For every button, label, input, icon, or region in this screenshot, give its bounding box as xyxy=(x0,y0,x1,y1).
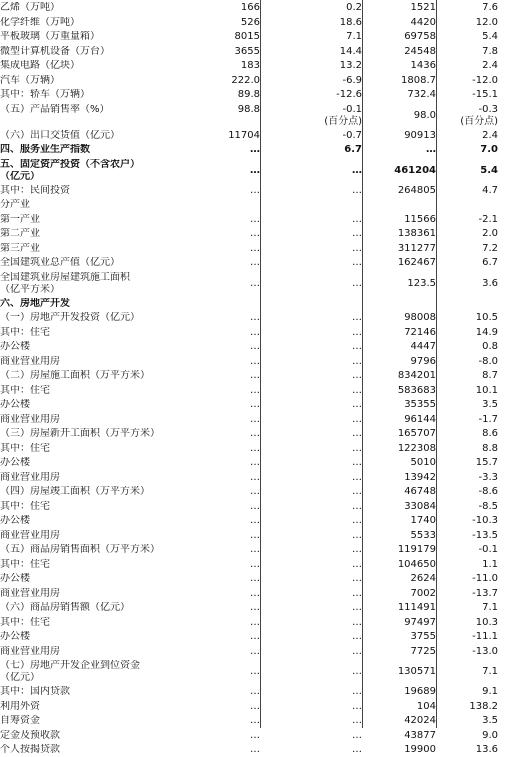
cell-ytd-growth: 12.0 xyxy=(475,16,498,28)
cell-month-growth: … xyxy=(352,228,362,239)
cell-ytd-growth: 7.1 xyxy=(482,666,498,677)
cell-ytd-growth: -12.0 xyxy=(472,74,498,86)
cell-ytd-growth: 138.2 xyxy=(469,700,498,712)
table-row xyxy=(0,701,524,714)
cell-month-growth: … xyxy=(352,700,362,712)
row-label: （四）房屋竣工面积（万平方米） xyxy=(0,486,150,497)
cell-month-value: … xyxy=(250,370,260,381)
cell-unit-note: (百分点) xyxy=(460,115,498,127)
cell-ytd-value: 9796 xyxy=(410,355,436,367)
cell-month-value: … xyxy=(250,602,260,613)
row-label: 化学纤维（万吨） xyxy=(0,16,80,28)
row-label: 办公楼 xyxy=(0,573,30,584)
cell-ytd-value: 111491 xyxy=(397,602,436,613)
cell-month-growth: … xyxy=(352,729,362,741)
cell-ytd-growth: 9.1 xyxy=(482,686,498,697)
table-row xyxy=(0,312,524,325)
cell-ytd-growth: -10.3 xyxy=(472,515,498,526)
table-row xyxy=(0,341,524,354)
row-label: 微型计算机设备（万台） xyxy=(0,45,110,57)
row-label: 第一产业 xyxy=(0,213,40,225)
table-row xyxy=(0,617,524,630)
cell-month-value: … xyxy=(250,573,260,584)
cell-month-growth: … xyxy=(352,544,362,555)
cell-month-value: … xyxy=(250,631,260,642)
cell-ytd-value: 119179 xyxy=(397,544,436,555)
cell-month-growth: … xyxy=(352,529,362,541)
table-row xyxy=(0,385,524,398)
cell-month-growth: … xyxy=(352,370,362,381)
cell-ytd-growth: 7.2 xyxy=(482,242,498,254)
table-row xyxy=(0,17,524,30)
cell-month-value: … xyxy=(250,228,260,239)
cell-ytd-value: … xyxy=(426,144,436,155)
cell-ytd-value: 123.5 xyxy=(407,277,436,289)
cell-month-value: 3655 xyxy=(234,45,260,57)
table-row xyxy=(0,298,524,311)
table-row xyxy=(0,214,524,227)
cell-ytd-growth: 2.4 xyxy=(482,60,498,71)
cell-month-growth: … xyxy=(352,399,362,410)
cell-month-growth: … xyxy=(352,384,362,396)
cell-ytd-growth: 7.8 xyxy=(482,45,498,57)
table-row xyxy=(0,686,524,699)
cell-ytd-value: 4420 xyxy=(410,16,436,28)
cell-ytd-value: 13942 xyxy=(404,471,436,483)
cell-month-value: … xyxy=(250,529,260,541)
cell-month-value: … xyxy=(250,184,260,196)
cell-month-growth: 6.7 xyxy=(344,144,362,155)
cell-month-growth: … xyxy=(352,558,362,570)
cell-ytd-growth: 15.7 xyxy=(475,457,498,468)
cell-month-growth: … xyxy=(352,515,362,526)
row-label: 利用外资 xyxy=(0,700,40,712)
cell-month-growth: … xyxy=(352,486,362,497)
cell-month-value: … xyxy=(250,413,260,425)
row-label: 六、房地产开发 xyxy=(0,297,70,309)
cell-month-growth: … xyxy=(352,573,362,584)
cell-month-growth: … xyxy=(352,616,362,628)
cell-ytd-growth: 10.5 xyxy=(475,312,498,323)
table-row xyxy=(0,501,524,514)
cell-ytd-value: 1808.7 xyxy=(401,74,436,86)
table-row xyxy=(0,75,524,88)
cell-ytd-value: 264805 xyxy=(397,184,436,196)
row-label: 平板玻璃（万重量箱） xyxy=(0,31,100,42)
row-label: 办公楼 xyxy=(0,399,30,410)
table-row xyxy=(0,144,524,157)
cell-month-value: … xyxy=(250,729,260,741)
cell-ytd-value: 104 xyxy=(416,700,436,712)
cell-ytd-growth: 8.7 xyxy=(482,370,498,381)
cell-ytd-value: 98008 xyxy=(404,312,436,323)
table-row xyxy=(0,602,524,615)
cell-ytd-growth: 2.4 xyxy=(482,129,498,141)
cell-ytd-value: 19689 xyxy=(404,686,436,697)
cell-month-value: 222.0 xyxy=(231,74,260,86)
row-label: 其中：住宅 xyxy=(0,326,50,338)
cell-month-value: … xyxy=(250,164,260,176)
cell-ytd-value: 24548 xyxy=(404,45,436,57)
table-row xyxy=(0,257,524,270)
table-row xyxy=(0,457,524,470)
row-label: （六）出口交货值（亿元） xyxy=(0,129,120,141)
table-row xyxy=(0,199,524,212)
row-label: 商业营业用房 xyxy=(0,471,60,483)
cell-ytd-growth: -13.7 xyxy=(472,587,498,599)
row-label: 第二产业 xyxy=(0,228,40,239)
cell-month-value: … xyxy=(250,326,260,338)
row-label: 四、服务业生产指数 xyxy=(0,144,90,155)
cell-ytd-value: 5010 xyxy=(410,457,436,468)
cell-month-growth: -0.1 xyxy=(342,103,362,115)
cell-ytd-growth: 3.6 xyxy=(482,277,498,289)
table-row xyxy=(0,559,524,572)
cell-ytd-growth: -8.6 xyxy=(478,486,498,497)
cell-ytd-growth: 6.7 xyxy=(482,257,498,268)
cell-month-value: … xyxy=(250,558,260,570)
cell-ytd-growth: 7.0 xyxy=(480,144,498,155)
table-row xyxy=(0,486,524,499)
cell-month-value: … xyxy=(250,399,260,410)
cell-month-value: … xyxy=(250,500,260,512)
cell-month-value: … xyxy=(250,257,260,268)
cell-ytd-value: 122308 xyxy=(397,442,436,454)
table-row xyxy=(0,159,524,183)
cell-ytd-growth: 13.6 xyxy=(475,744,498,755)
cell-ytd-growth: -1.7 xyxy=(478,413,498,425)
row-label: 其中：住宅 xyxy=(0,384,50,396)
cell-month-growth: -12.6 xyxy=(336,89,362,100)
cell-ytd-value: 165707 xyxy=(397,428,436,439)
row-label: （五）商品房销售面积（万平方米） xyxy=(0,544,160,555)
table-row xyxy=(0,399,524,412)
row-label: 汽车（万辆） xyxy=(0,74,60,86)
row-label: 商业营业用房 xyxy=(0,529,60,541)
cell-ytd-growth: -3.3 xyxy=(478,471,498,483)
row-label: 商业营业用房 xyxy=(0,355,60,367)
cell-month-growth: … xyxy=(352,312,362,323)
cell-ytd-growth: -2.1 xyxy=(478,213,498,225)
row-label: 自筹资金 xyxy=(0,715,40,726)
cell-ytd-growth: 7.1 xyxy=(482,602,498,613)
cell-ytd-growth: 5.4 xyxy=(482,31,498,42)
cell-month-value: … xyxy=(250,213,260,225)
table-row xyxy=(0,443,524,456)
row-label-cont: （亿元） xyxy=(0,170,40,182)
table-row xyxy=(0,631,524,644)
row-label: 商业营业用房 xyxy=(0,587,60,599)
cell-month-growth: … xyxy=(352,428,362,439)
cell-month-growth: … xyxy=(352,744,362,755)
cell-month-growth: … xyxy=(352,602,362,613)
cell-month-growth: … xyxy=(352,457,362,468)
cell-ytd-value: 19900 xyxy=(404,744,436,755)
cell-ytd-growth: -11.1 xyxy=(472,631,498,642)
cell-ytd-value: 46748 xyxy=(404,486,436,497)
cell-ytd-value: 461204 xyxy=(394,164,436,176)
table-row xyxy=(0,515,524,528)
cell-month-growth: … xyxy=(352,164,362,176)
cell-month-value: … xyxy=(250,312,260,323)
row-label: 其中：住宅 xyxy=(0,558,50,570)
table-row xyxy=(0,2,524,15)
row-label: （三）房屋新开工面积（万平方米） xyxy=(0,428,160,439)
row-label-cont: （亿平方米） xyxy=(0,283,60,295)
cell-month-value: 89.8 xyxy=(237,89,260,100)
row-label: 分产业 xyxy=(0,199,30,210)
cell-month-value: … xyxy=(250,442,260,454)
cell-ytd-growth: -8.0 xyxy=(478,355,498,367)
cell-ytd-growth: 0.8 xyxy=(482,341,498,352)
cell-ytd-value: 69758 xyxy=(404,31,436,42)
row-label: 办公楼 xyxy=(0,341,30,352)
cell-ytd-growth: 7.6 xyxy=(482,2,498,13)
table-row xyxy=(0,46,524,59)
cell-ytd-growth: 10.1 xyxy=(475,384,498,396)
cell-ytd-value: 7002 xyxy=(410,587,436,599)
cell-month-value: … xyxy=(250,686,260,697)
cell-month-growth: … xyxy=(352,471,362,483)
row-label: 定金及预收款 xyxy=(0,729,60,741)
cell-ytd-growth: 10.3 xyxy=(475,616,498,628)
table-row xyxy=(0,130,524,143)
table-row xyxy=(0,588,524,601)
table-row xyxy=(0,228,524,241)
row-label: 乙烯（万吨） xyxy=(0,2,60,13)
cell-ytd-growth: -13.5 xyxy=(472,529,498,541)
table-row xyxy=(0,370,524,383)
table-row xyxy=(0,60,524,73)
cell-month-value: … xyxy=(250,700,260,712)
cell-ytd-value: 732.4 xyxy=(407,89,436,100)
cell-ytd-growth: 14.9 xyxy=(475,326,498,338)
row-label: 全国建筑业总产值（亿元） xyxy=(0,257,120,268)
table-row xyxy=(0,414,524,427)
cell-ytd-value: 834201 xyxy=(397,370,436,381)
table-row xyxy=(0,327,524,340)
cell-ytd-growth: -15.1 xyxy=(472,89,498,100)
row-label: 五、固定资产投资（不含农户） xyxy=(0,158,140,170)
cell-ytd-value: 5533 xyxy=(410,529,436,541)
row-label: 集成电路（亿块） xyxy=(0,60,80,71)
cell-unit-note: (百分点) xyxy=(324,115,362,127)
cell-month-growth: … xyxy=(352,686,362,697)
cell-ytd-value: 138361 xyxy=(397,228,436,239)
cell-month-growth: 13.2 xyxy=(339,60,362,71)
row-label: 办公楼 xyxy=(0,457,30,468)
cell-ytd-value: 72146 xyxy=(404,326,436,338)
cell-month-value: 11704 xyxy=(228,129,260,141)
cell-month-growth: 7.1 xyxy=(346,31,362,42)
row-label: （二）房屋施工面积（万平方米） xyxy=(0,370,150,381)
cell-ytd-value: 43877 xyxy=(404,729,436,741)
table-row xyxy=(0,646,524,659)
cell-ytd-growth: 1.1 xyxy=(482,558,498,570)
cell-ytd-value: 98.0 xyxy=(413,109,436,121)
cell-month-growth: -0.7 xyxy=(342,129,362,141)
cell-ytd-value: 130571 xyxy=(397,666,436,677)
cell-month-growth: … xyxy=(352,213,362,225)
row-label: 商业营业用房 xyxy=(0,413,60,425)
cell-month-value: … xyxy=(250,242,260,254)
cell-month-value: … xyxy=(250,587,260,599)
row-label: 其中：住宅 xyxy=(0,616,50,628)
row-label: 第三产业 xyxy=(0,242,40,254)
cell-ytd-value: 1436 xyxy=(410,60,436,71)
cell-month-value: … xyxy=(250,277,260,289)
cell-ytd-value: 162467 xyxy=(397,257,436,268)
cell-month-growth: … xyxy=(352,631,362,642)
cell-month-value: … xyxy=(250,486,260,497)
cell-month-growth: 18.6 xyxy=(339,16,362,28)
row-label: 办公楼 xyxy=(0,515,30,526)
cell-month-growth: … xyxy=(352,413,362,425)
cell-month-growth: … xyxy=(352,355,362,367)
cell-ytd-value: 583683 xyxy=(397,384,436,396)
cell-ytd-value: 33084 xyxy=(404,500,436,512)
cell-month-growth: … xyxy=(352,326,362,338)
cell-month-growth: … xyxy=(352,277,362,289)
cell-ytd-value: 1740 xyxy=(410,515,436,526)
cell-month-growth: … xyxy=(352,442,362,454)
cell-ytd-value: 97497 xyxy=(404,616,436,628)
cell-month-value: 526 xyxy=(240,16,260,28)
table-row xyxy=(0,573,524,586)
row-label: 其中：住宅 xyxy=(0,500,50,512)
table-row xyxy=(0,356,524,369)
table-row xyxy=(0,472,524,485)
row-label: （七）房地产开发企业到位资金 xyxy=(0,660,140,671)
cell-month-value: 98.8 xyxy=(237,103,260,115)
cell-month-value: … xyxy=(250,341,260,352)
table-row xyxy=(0,272,524,296)
table-row xyxy=(0,104,524,128)
cell-ytd-growth: -0.1 xyxy=(478,544,498,555)
row-label-cont: （亿元） xyxy=(0,672,40,683)
table-row xyxy=(0,31,524,44)
table-row xyxy=(0,744,524,757)
cell-month-value: 8015 xyxy=(234,31,260,42)
cell-ytd-value: 42024 xyxy=(404,715,436,726)
cell-ytd-value: 90913 xyxy=(404,129,436,141)
cell-month-value: … xyxy=(250,616,260,628)
row-label: 办公楼 xyxy=(0,631,30,642)
cell-month-value: … xyxy=(250,428,260,439)
row-label: 个人按揭贷款 xyxy=(0,744,60,755)
table-row xyxy=(0,715,524,728)
row-label: 其中：民间投资 xyxy=(0,184,70,196)
cell-month-value: 183 xyxy=(240,60,260,71)
cell-ytd-value: 7725 xyxy=(410,645,436,657)
cell-month-value: … xyxy=(250,744,260,755)
cell-ytd-value: 11566 xyxy=(404,213,436,225)
table-row xyxy=(0,89,524,102)
table-row xyxy=(0,660,524,684)
cell-month-growth: … xyxy=(352,587,362,599)
cell-ytd-value: 96144 xyxy=(404,413,436,425)
cell-ytd-value: 2624 xyxy=(410,573,436,584)
table-row xyxy=(0,530,524,543)
cell-ytd-growth: -8.5 xyxy=(478,500,498,512)
table-row xyxy=(0,730,524,743)
row-label: （五）产品销售率（%） xyxy=(0,103,110,115)
cell-ytd-growth: -11.0 xyxy=(472,573,498,584)
cell-month-growth: … xyxy=(352,715,362,726)
cell-ytd-value: 311277 xyxy=(397,242,436,254)
cell-month-value: … xyxy=(250,666,260,677)
row-label: （六）商品房销售额（亿元） xyxy=(0,602,130,613)
table-row xyxy=(0,243,524,256)
cell-month-value: … xyxy=(250,355,260,367)
row-label: 其中：轿车（万辆） xyxy=(0,89,90,100)
cell-ytd-value: 1521 xyxy=(410,2,436,13)
cell-month-growth: … xyxy=(352,645,362,657)
cell-month-value: … xyxy=(250,544,260,555)
cell-month-value: … xyxy=(250,144,260,155)
cell-month-growth: … xyxy=(352,257,362,268)
table-row xyxy=(0,428,524,441)
cell-month-value: 166 xyxy=(240,2,260,13)
cell-ytd-growth: 4.7 xyxy=(482,184,498,196)
row-label: 全国建筑业房屋建筑施工面积 xyxy=(0,271,130,283)
cell-month-growth: … xyxy=(352,666,362,677)
cell-ytd-growth: 8.6 xyxy=(482,428,498,439)
table-row xyxy=(0,185,524,198)
cell-month-value: … xyxy=(250,715,260,726)
cell-month-growth: … xyxy=(352,341,362,352)
cell-ytd-value: 104650 xyxy=(397,558,436,570)
cell-ytd-growth: 3.5 xyxy=(482,715,498,726)
cell-month-value: … xyxy=(250,457,260,468)
cell-ytd-growth: 8.8 xyxy=(482,442,498,454)
cell-month-value: … xyxy=(250,384,260,396)
cell-month-value: … xyxy=(250,645,260,657)
cell-ytd-growth: 5.4 xyxy=(480,164,498,176)
cell-month-growth: 14.4 xyxy=(339,45,362,57)
row-label: 其中：国内贷款 xyxy=(0,686,70,697)
row-label: 其中：住宅 xyxy=(0,442,50,454)
table-row xyxy=(0,544,524,557)
cell-ytd-growth: -0.3 xyxy=(478,103,498,115)
cell-ytd-value: 3755 xyxy=(410,631,436,642)
cell-month-growth: 0.2 xyxy=(346,2,362,13)
cell-ytd-growth: 3.5 xyxy=(482,399,498,410)
row-label: （一）房地产开发投资（亿元） xyxy=(0,312,140,323)
cell-month-growth: … xyxy=(352,184,362,196)
cell-month-growth: … xyxy=(352,242,362,254)
cell-ytd-growth: 2.0 xyxy=(482,228,498,239)
cell-ytd-value: 35355 xyxy=(404,399,436,410)
cell-month-growth: … xyxy=(352,500,362,512)
cell-month-growth: -6.9 xyxy=(342,74,362,86)
cell-ytd-value: 4447 xyxy=(410,341,436,352)
cell-ytd-growth: 9.0 xyxy=(482,729,498,741)
cell-month-value: … xyxy=(250,471,260,483)
row-label: 商业营业用房 xyxy=(0,645,60,657)
cell-month-value: … xyxy=(250,515,260,526)
cell-ytd-growth: -13.0 xyxy=(472,645,498,657)
